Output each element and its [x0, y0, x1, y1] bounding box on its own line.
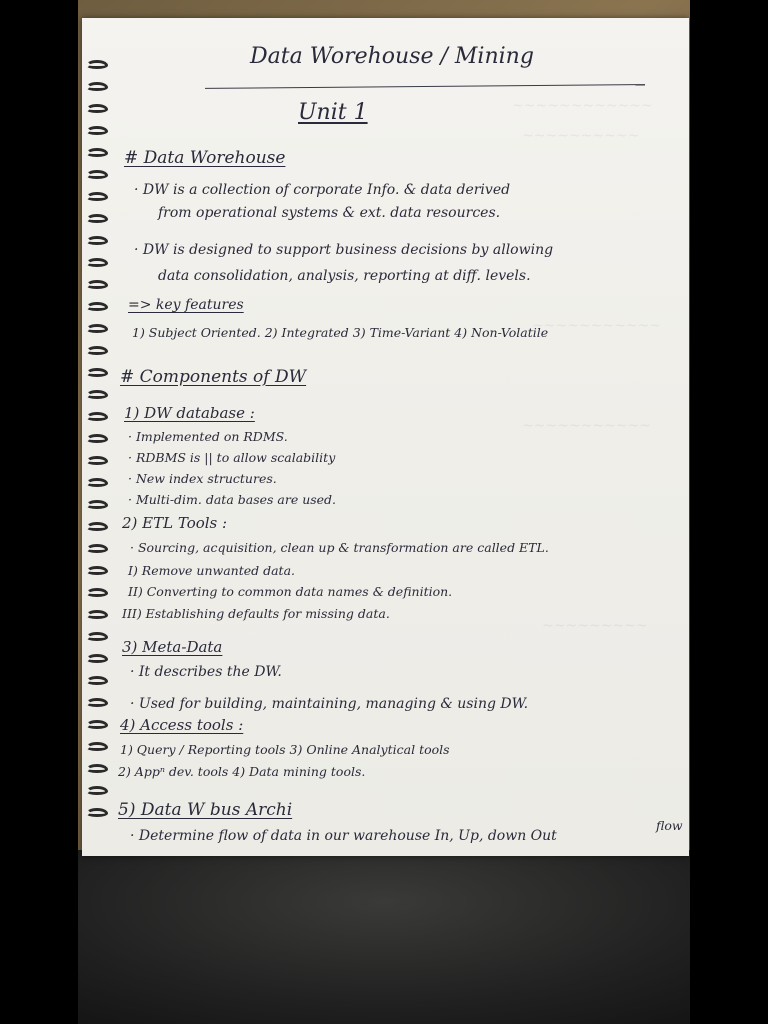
bleed-through-text: ~~~~~~~~~	[542, 618, 648, 634]
spiral-ring	[86, 478, 108, 487]
spiral-ring	[86, 126, 108, 135]
note-line: · New index structures.	[128, 471, 277, 486]
spiral-ring	[86, 280, 108, 289]
note-line: · Implemented on RDMS.	[128, 429, 288, 444]
note-line: from operational systems & ext. data resources.	[158, 205, 501, 221]
spiral-ring	[86, 764, 108, 773]
spiral-ring	[86, 588, 108, 597]
bleed-through-text: ~~~~~~~~~~~~	[512, 98, 653, 114]
spiral-ring	[86, 544, 108, 553]
spiral-ring	[86, 104, 108, 113]
note-line: · Used for building, maintaining, managing & using DW.	[130, 696, 529, 712]
spiral-binding	[80, 60, 110, 840]
desk-surface	[0, 850, 768, 1024]
spiral-ring	[86, 610, 108, 619]
spiral-ring	[86, 412, 108, 421]
key-features-label: => key features	[128, 297, 244, 313]
spiral-ring	[86, 368, 108, 377]
component-title: 1) DW database :	[124, 404, 255, 422]
section-heading-components: # Components of DW	[120, 367, 307, 387]
spiral-ring	[86, 302, 108, 311]
spiral-ring	[86, 456, 108, 465]
note-line: · Sourcing, acquisition, clean up & transformation are called ETL.	[130, 540, 549, 555]
note-line: · DW is designed to support business decisions by allowing	[134, 242, 554, 258]
note-line: 2) Appⁿ dev. tools 4) Data mining tools.	[118, 764, 366, 779]
spiral-ring	[86, 236, 108, 245]
note-line: · DW is a collection of corporate Info. & data derived	[134, 182, 511, 198]
spiral-ring	[86, 60, 108, 69]
spiral-ring	[86, 434, 108, 443]
unit-label: Unit 1	[298, 100, 368, 125]
spiral-ring	[86, 522, 108, 531]
component-title: 3) Meta-Data	[122, 638, 223, 656]
note-line: II) Converting to common data names & definition.	[128, 584, 453, 599]
note-line: I) Remove unwanted data.	[128, 563, 296, 578]
section-heading-data-warehouse: # Data Worehouse	[124, 148, 286, 168]
note-line: data consolidation, analysis, reporting at diff. levels.	[158, 268, 531, 284]
right-border	[690, 0, 768, 1024]
bleed-through-text: ~~~~~~~~~~~	[532, 318, 662, 334]
bleed-through-text: ~~~~~~~~~~	[522, 128, 640, 144]
spiral-ring	[86, 170, 108, 179]
spiral-ring	[86, 720, 108, 729]
spiral-ring	[86, 148, 108, 157]
spiral-ring	[86, 500, 108, 509]
note-line: · It describes the DW.	[130, 664, 282, 680]
spiral-ring	[86, 214, 108, 223]
spiral-ring	[86, 258, 108, 267]
spiral-ring	[86, 654, 108, 663]
note-line: · Determine flow of data in our warehouse In, Up, down Out	[130, 828, 557, 844]
component-title: 5) Data W bus Archi	[118, 800, 293, 820]
page-title: Data Worehouse / Mining	[250, 44, 534, 69]
spiral-ring	[86, 808, 108, 817]
margin-note: flow	[656, 818, 683, 833]
note-line: 1) Query / Reporting tools 3) Online Analytical tools	[120, 742, 450, 757]
spiral-ring	[86, 566, 108, 575]
note-line: · RDBMS is || to allow scalability	[128, 450, 336, 465]
note-line: · Multi-dim. data bases are used.	[128, 492, 337, 507]
spiral-ring	[86, 192, 108, 201]
spiral-ring	[86, 632, 108, 641]
component-title: 4) Access tools :	[120, 716, 244, 734]
spiral-ring	[86, 390, 108, 399]
spiral-ring	[86, 698, 108, 707]
bleed-through-text: ~~~~~~~~~~~	[522, 418, 652, 434]
spiral-ring	[86, 82, 108, 91]
spiral-ring	[86, 786, 108, 795]
spiral-ring	[86, 742, 108, 751]
spiral-ring	[86, 324, 108, 333]
spiral-ring	[86, 346, 108, 355]
note-line: III) Establishing defaults for missing data.	[122, 606, 390, 621]
key-features-list: 1) Subject Oriented. 2) Integrated 3) Time-Variant 4) Non-Volatile	[132, 325, 549, 340]
component-title: 2) ETL Tools :	[122, 514, 228, 532]
left-border	[0, 0, 78, 1024]
spiral-ring	[86, 676, 108, 685]
